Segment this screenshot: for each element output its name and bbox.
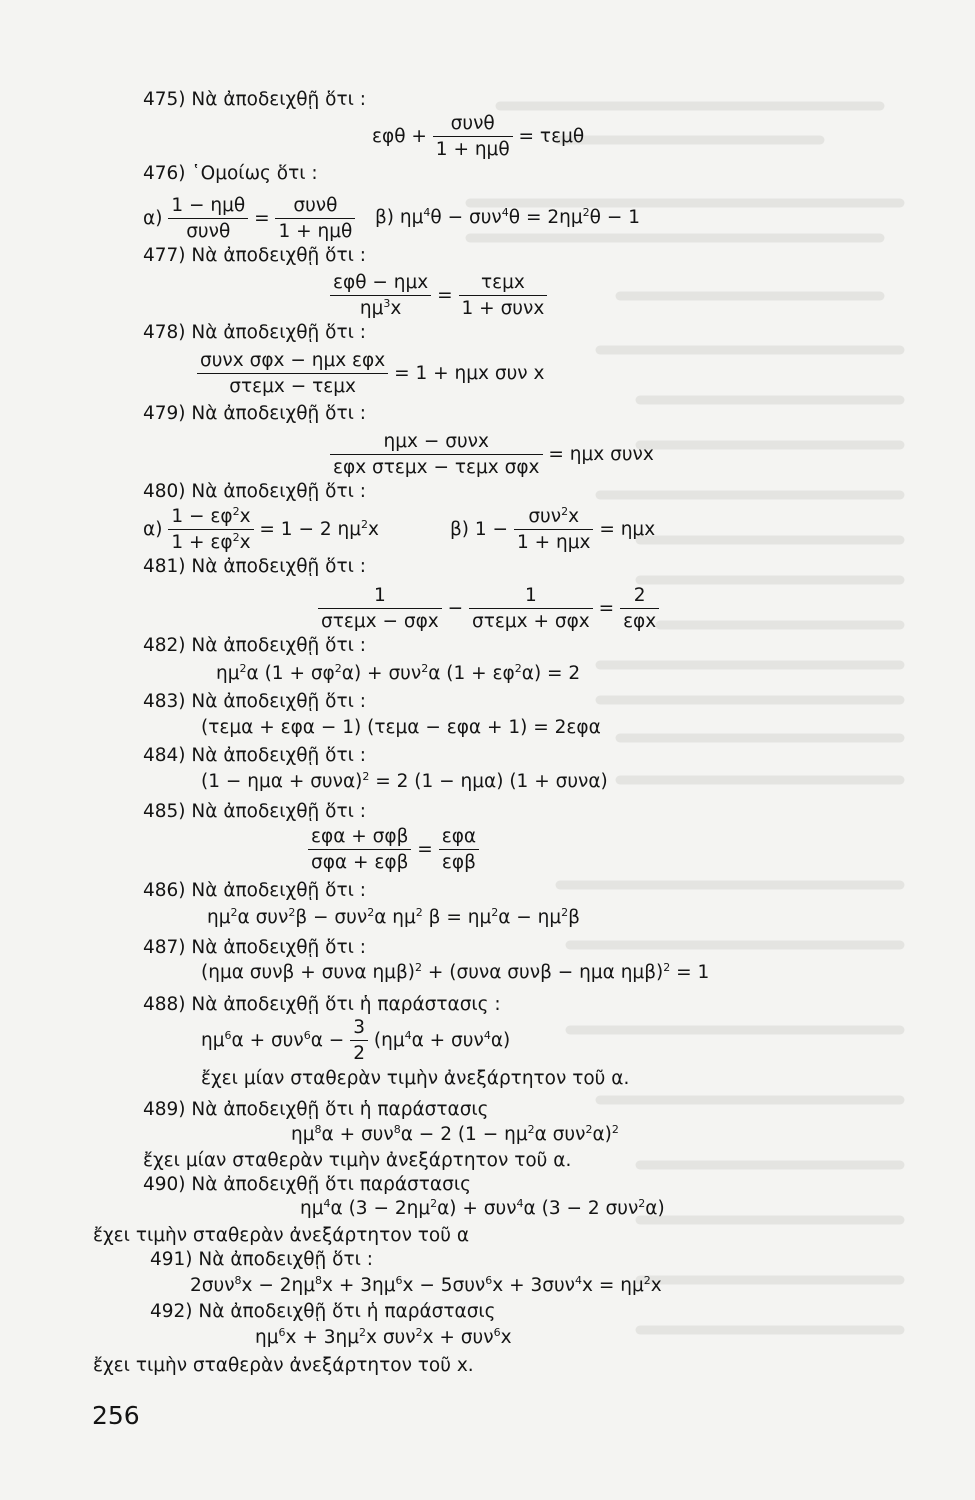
problem-486-equation: $\eta\mu^2\alpha$ συν$^2$β − συν$^2$α $\eta\mu^2$ $\beta = \eta\mu^2\alpha - \eta\mu^2\beta$ (207, 906, 580, 928)
problem-485-label: 485) Νὰ ἀποδειχθῇ ὅτι : (143, 801, 366, 822)
page-number: 256 (92, 1401, 140, 1430)
problem-488-label: 488) Νὰ ἀποδειχθῇ ὅτι ἡ παράστασις : (143, 994, 501, 1015)
problem-477-equation: $\frac{\text{εφθ − ημx}}{\eta\mu^3x}$ = $\frac{\text{τεμx}}{\text{1 + συνx}}$ (330, 272, 547, 320)
problem-478-label: 478) Νὰ ἀποδειχθῇ ὅτι : (143, 322, 366, 343)
problem-490-label: 490) Νὰ ἀποδειχθῇ ὅτι παράστασις (143, 1174, 471, 1195)
problem-476b-equation: β) $\eta\mu^4\theta - \sigma\upsilon\nu^4\theta = 2\eta\mu^2\theta - 1$ (375, 206, 640, 228)
problem-477-label: 477) Νὰ ἀποδειχθῇ ὅτι : (143, 245, 366, 266)
problem-490-tail: ἔχει τιμὴν σταθερὰν ἀνεξάρτητον τοῦ α (93, 1225, 470, 1246)
problem-483-label: 483) Νὰ ἀποδειχθῇ ὅτι : (143, 691, 366, 712)
problem-484-label: 484) Νὰ ἀποδειχθῇ ὅτι : (143, 745, 366, 766)
problem-491-equation: $2\sigma\upsilon\nu^8x - 2\eta\mu^8x + 3\eta\mu^6x - 5\sigma\upsilon\nu^6x + 3\sigma\upsilon\nu^4x = \eta\mu^2x$ (190, 1274, 662, 1296)
problem-479-equation: $\frac{\text{ημx − συνx}}{\text{εφx στεμx − τεμx σφx}}$ = ημx συνx (330, 431, 654, 479)
fraction: $\frac{\text{συνθ}}{\text{1 + ημθ}}$ (433, 113, 513, 161)
problem-475-label: 475) Νὰ ἀποδειχθῇ ὅτι : (143, 89, 366, 110)
problem-492-label: 492) Νὰ ἀποδειχθῇ ὅτι ἡ παράστασις (150, 1301, 496, 1322)
problem-482-label: 482) Νὰ ἀποδειχθῇ ὅτι : (143, 635, 366, 656)
problem-489-label: 489) Νὰ ἀποδειχθῇ ὅτι ἡ παράστασις (143, 1099, 489, 1120)
problem-489-equation: $\eta\mu^8\alpha + \sigma\upsilon\nu^8\alpha - 2$ ($1 - \eta\mu^2\alpha$ συν$^2$α)$^2$ (291, 1123, 619, 1145)
problem-492-equation: $\eta\mu^6x + 3\eta\mu^2x$ συν$^2$x + συν$^6$x (255, 1326, 512, 1348)
problem-476a-equation: α) $\frac{\text{1 − ημθ}}{\text{συνθ}}$ = $\frac{\text{συνθ}}{\text{1 + ημθ}}$ (143, 195, 355, 243)
problem-491-label: 491) Νὰ ἀποδειχθῇ ὅτι : (150, 1249, 373, 1270)
problem-481-equation: $\frac{1}{\text{στεμx − σφx}}$ − $\frac{1}{\text{στεμx + σφx}}$ = $\frac{2}{\text{εφx}}$ (318, 585, 659, 633)
problem-481-label: 481) Νὰ ἀποδειχθῇ ὅτι : (143, 556, 366, 577)
problem-480a-equation: α) $\frac{1 - \varepsilon\varphi^2x}{1 + \varepsilon\varphi^2x}$ = 1 − 2 $\eta\mu^2x$ (143, 505, 379, 554)
problem-487-label: 487) Νὰ ἀποδειχθῇ ὅτι : (143, 937, 366, 958)
problem-486-label: 486) Νὰ ἀποδειχθῇ ὅτι : (143, 880, 366, 901)
problem-489-tail: ἔχει μίαν σταθερὰν τιμὴν ἀνεξάρτητον τοῦ α. (143, 1150, 572, 1171)
problem-483-equation: (τεμα + εφα − 1) (τεμα − εφα + 1) = 2εφα (201, 717, 601, 738)
problem-492-tail: ἔχει τιμὴν σταθερὰν ἀνεξάρτητον τοῦ x. (93, 1355, 474, 1376)
problem-475-equation: εφθ + $\frac{\text{συνθ}}{\text{1 + ημθ}}$ = τεμθ (372, 113, 585, 161)
problem-476-label: 476) ῾Ομοίως ὅτι : (143, 163, 318, 184)
problem-480b-equation: β) 1 − $\frac{\sigma\upsilon\nu^2x}{\text{1 + ημx}}$ = ημx (450, 505, 656, 554)
problem-488-tail: ἔχει μίαν σταθερὰν τιμὴν ἀνεξάρτητον τοῦ α. (201, 1068, 630, 1089)
problem-490-equation: $\eta\mu^4\alpha$ $(3 - 2\eta\mu^2\alpha) + \sigma\upsilon\nu^4\alpha$ (3 − 2 συν$^2$α) (300, 1197, 665, 1219)
problem-480-label: 480) Νὰ ἀποδειχθῇ ὅτι : (143, 481, 366, 502)
problem-487-equation: (ημα συνβ + συνα ημβ)$^2$ + (συνα συνβ − ημα ημβ)$^2$ = 1 (201, 961, 710, 983)
problem-482-equation: $\eta\mu^2\alpha$ $(1 + \sigma\varphi^2\alpha) + \sigma\upsilon\nu^2\alpha$ $(1 + \varepsilon\varphi^2\alpha) = 2$ (216, 662, 581, 684)
problem-478-equation: $\frac{\text{συνx σφx − ημx εφx}}{\text{στεμx − τεμx}}$ = 1 + ημx συν x (197, 350, 544, 398)
problem-488-equation: $\eta\mu^6\alpha + \sigma\upsilon\nu^6\alpha$ − $\frac{3}{2}$ $(\eta\mu^4\alpha + \sigma\upsilon\nu^4\alpha)$ (201, 1017, 511, 1065)
problem-479-label: 479) Νὰ ἀποδειχθῇ ὅτι : (143, 403, 366, 424)
problem-485-equation: $\frac{\text{εφα + σφβ}}{\text{σφα + εφβ}}$ = $\frac{\text{εφα}}{\text{εφβ}}$ (308, 826, 479, 874)
problem-484-equation: $(1 - \eta\mu\alpha + \sigma\upsilon\nu\alpha)^2 = 2$ (1 − ημα) (1 + συνα) (201, 770, 608, 792)
